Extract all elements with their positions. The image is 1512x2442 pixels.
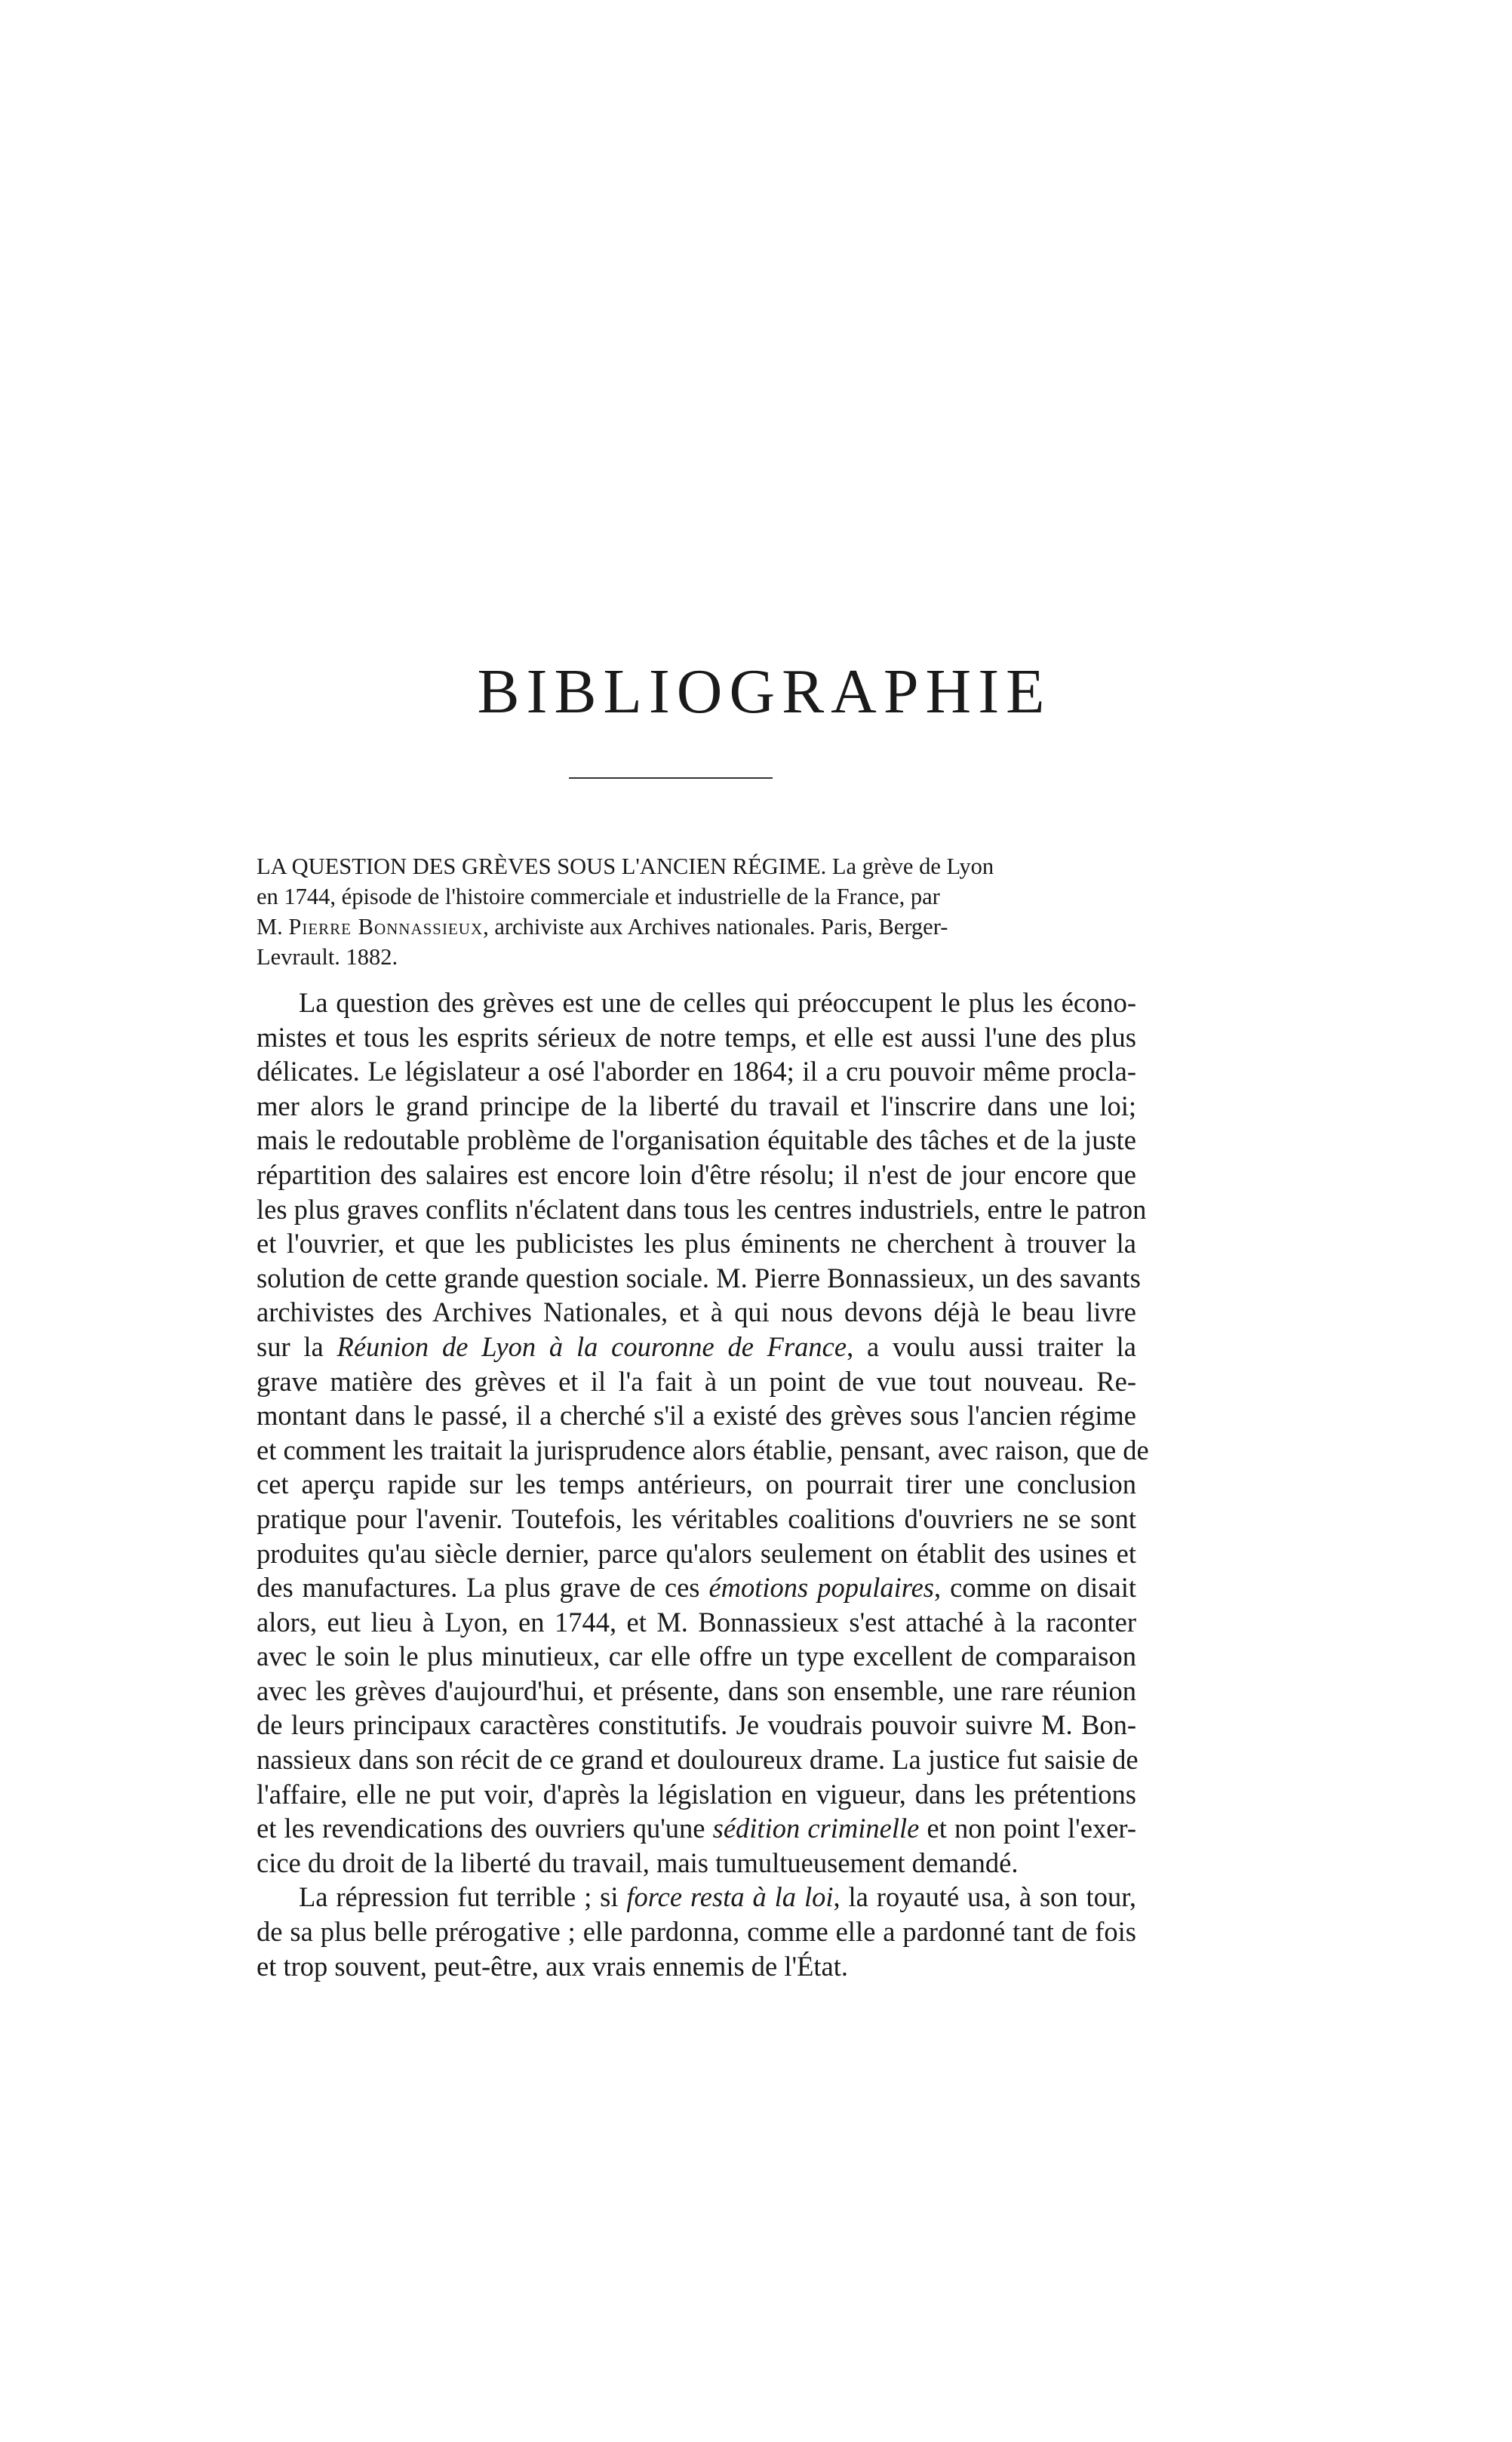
reference-text: M. bbox=[257, 914, 289, 940]
text-line: l'affaire, elle ne put voir, d'après la législation en vigueur, dans les prétentions bbox=[257, 1778, 1136, 1810]
text-line: et trop souvent, peut-être, aux vrais ennemis de l'État. bbox=[257, 1950, 848, 1982]
body-paragraph bbox=[257, 1880, 1136, 1983]
text-line: cice du droit de la liberté du travail, mais tumultueusement demandé. bbox=[257, 1847, 1019, 1878]
text-line: nassieux dans son récit de ce grand et douloureux drame. La justice fut saisie de bbox=[257, 1744, 1139, 1776]
text-line: pratique pour l'avenir. Toutefois, les véritables coalitions d'ouvriers ne se sont bbox=[257, 1502, 1136, 1534]
text-line: de leurs principaux caractères constitutifs. Je voudrais pouvoir suivre M. Bon- bbox=[257, 1709, 1136, 1741]
title-divider bbox=[569, 777, 773, 779]
reference-line: Levrault. 1882. bbox=[257, 944, 398, 970]
text-line: produites qu'au siècle dernier, parce qu'alors seulement on établit des usines et bbox=[257, 1537, 1136, 1569]
text-line: avec les grèves d'aujourd'hui, et présente, dans son ensemble, une rare réunion bbox=[257, 1675, 1136, 1706]
page-title: BIBLIOGRAPHIE bbox=[477, 657, 1052, 727]
review-body bbox=[257, 986, 1149, 1983]
text-line: La répression fut terrible ; si force resta à la loi, la royauté usa, à son tour, bbox=[299, 1881, 1137, 1913]
text-line: archivistes des Archives Nationales, et à qui nous devons déjà le beau livre bbox=[257, 1296, 1136, 1328]
text-line: mistes et tous les esprits sérieux de notre temps, et elle est aussi l'une des plus bbox=[257, 1021, 1136, 1053]
text-line: montant dans le passé, il a cherché s'il a existé des grèves sous l'ancien régime bbox=[257, 1400, 1136, 1432]
text-line: avec le soin le plus minutieux, car elle offre un type excellent de comparaison bbox=[257, 1641, 1136, 1672]
text-line: mer alors le grand principe de la liberté du travail et l'inscrire dans une loi; bbox=[257, 1090, 1136, 1121]
text-line: les plus graves conflits n'éclatent dans tous les centres industriels, entre le patron bbox=[257, 1193, 1147, 1225]
reference-line bbox=[257, 912, 1136, 942]
text-line: de sa plus belle prérogative ; elle pardonna, comme elle a pardonné tant de fois bbox=[257, 1916, 1136, 1948]
text-line: et l'ouvrier, et que les publicistes les plus éminents ne cherchent à trouver la bbox=[257, 1228, 1136, 1259]
text-line: La question des grèves est une de celles qui préoccupent le plus les écono- bbox=[299, 987, 1136, 1018]
body-paragraph bbox=[257, 986, 1149, 1880]
reference-line: en 1744, épisode de l'histoire commerciale et industrielle de la France, par bbox=[257, 884, 940, 909]
text-line: répartition des salaires est encore loin d'être résolu; il n'est de jour encore que bbox=[257, 1158, 1136, 1190]
text-line: et les revendications des ouvriers qu'une sédition criminelle et non point l'exer- bbox=[257, 1813, 1136, 1844]
text-line: cet aperçu rapide sur les temps antérieurs, on pourrait tirer une conclusion bbox=[257, 1469, 1136, 1500]
text-line: et comment les traitait la jurisprudence alors établie, pensant, avec raison, que de bbox=[257, 1434, 1149, 1466]
text-line: des manufactures. La plus grave de ces émotions populaires, comme on disait bbox=[257, 1572, 1136, 1604]
text-line: alors, eut lieu à Lyon, en 1744, et M. Bonnassieux s'est attaché à la raconter bbox=[257, 1606, 1136, 1638]
text-line: sur la Réunion de Lyon à la couronne de France, a voulu aussi traiter la bbox=[257, 1330, 1136, 1362]
text-line: mais le redoutable problème de l'organisation équitable des tâches et de la juste bbox=[257, 1124, 1136, 1156]
reference-line: LA QUESTION DES GRÈVES SOUS L'ANCIEN RÉGIME. La grève de Lyon bbox=[257, 853, 994, 879]
reference-text: , archiviste aux Archives nationales. Paris, Berger- bbox=[483, 914, 948, 940]
text-line: grave matière des grèves et il l'a fait à un point de vue tout nouveau. Re- bbox=[257, 1365, 1136, 1397]
text-line: solution de cette grande question sociale. M. Pierre Bonnassieux, un des savants bbox=[257, 1262, 1141, 1293]
reference-author: Pierre Bonnassieux bbox=[288, 914, 484, 940]
text-line: délicates. Le législateur a osé l'aborder en 1864; il a cru pouvoir même procla- bbox=[257, 1056, 1136, 1087]
bibliographic-reference bbox=[257, 851, 1136, 972]
